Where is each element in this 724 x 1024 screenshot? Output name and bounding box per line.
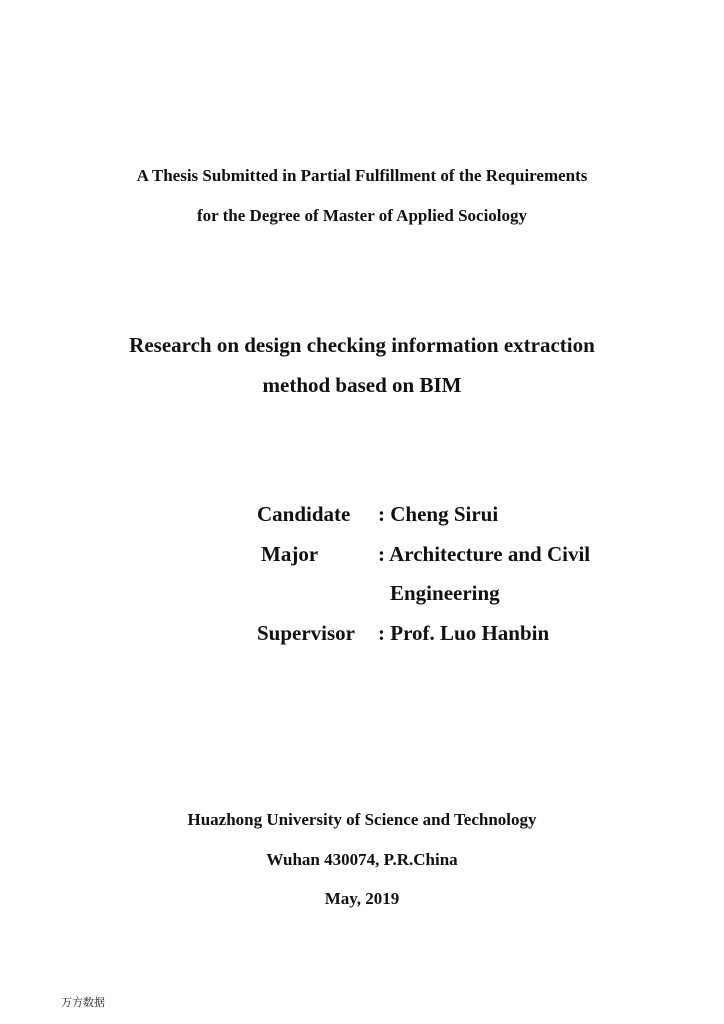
candidate-value: : Cheng Sirui <box>378 502 499 526</box>
wanfang-watermark: 万方数据 <box>61 996 105 1009</box>
supervisor-label: Supervisor <box>257 621 356 645</box>
major-label: Major <box>261 542 319 566</box>
supervisor-value: : Prof. Luo Hanbin <box>378 621 550 645</box>
candidate-label: Candidate <box>257 502 351 526</box>
thesis-title-line-2: method based on BIM <box>262 373 462 397</box>
degree-statement-line-2: for the Degree of Master of Applied Sociology <box>196 206 528 225</box>
submission-date: May, 2019 <box>324 889 400 908</box>
degree-statement-line-1: A Thesis Submitted in Partial Fulfillment of the Requirements <box>136 166 588 185</box>
university-name: Huazhong University of Science and Technology <box>187 810 537 829</box>
major-value-line-2: Engineering <box>390 581 500 605</box>
thesis-title-line-1: Research on design checking information extraction <box>129 333 595 357</box>
major-value-line-1: : Architecture and Civil <box>378 542 591 566</box>
university-address: Wuhan 430074, P.R.China <box>266 850 458 869</box>
